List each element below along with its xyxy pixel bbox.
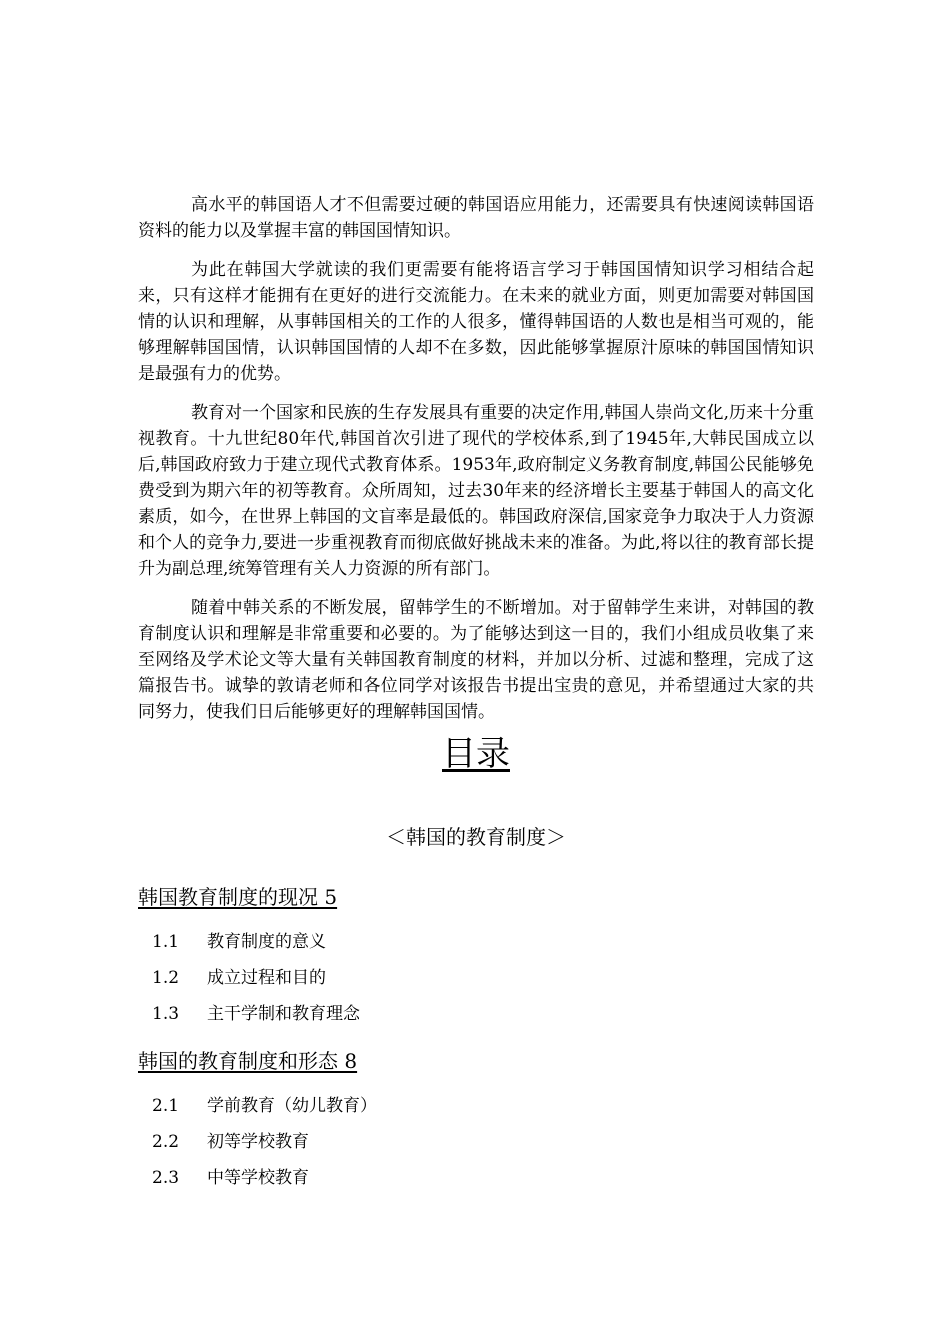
toc-item-label: 成立过程和目的 xyxy=(207,968,326,988)
toc-section-2-heading[interactable] xyxy=(138,1046,814,1076)
intro-paragraph-1: 高水平的韩国语人才不但需要过硬的韩国语应用能力，还需要具有快速阅读韩国语资料的能力以及掌握丰富的韩国国情知识。 xyxy=(138,195,814,241)
toc-title xyxy=(138,732,814,776)
toc-section-1-heading[interactable] xyxy=(138,882,814,912)
toc-item-number: 2.2 xyxy=(152,1132,180,1152)
toc-item-2-3[interactable] xyxy=(138,1166,814,1190)
toc-subtitle: ＜韩国的教育制度＞ xyxy=(386,825,566,849)
toc-item-number: 1.3 xyxy=(152,1004,180,1024)
toc-item-label: 主干学制和教育理念 xyxy=(207,1004,360,1024)
document-page xyxy=(138,192,814,1202)
toc-item-1-2[interactable] xyxy=(138,966,814,990)
toc-item-2-1[interactable] xyxy=(138,1094,814,1118)
toc-item-label: 教育制度的意义 xyxy=(207,932,326,952)
toc-item-label: 中等学校教育 xyxy=(207,1168,309,1188)
toc-item-1-1[interactable] xyxy=(138,930,814,954)
toc-section-2-heading-text[interactable]: 韩国的教育制度和形态 8 xyxy=(138,1049,358,1073)
toc-item-2-2[interactable] xyxy=(138,1130,814,1154)
intro-paragraph-4: 随着中韩关系的不断发展，留韩学生的不断增加。对于留韩学生来讲，对韩国的教育制度认识和理解是非常重要和必要的。为了能够达到这一目的，我们小组成员收集了来至网络及学术论文等大量有关韩国教育制度的材料，并加以分析、过滤和整理，完成了这篇报告书。诚挚的敦请老师和各位同学对该报告书提出宝贵的意见，并希望通过大家的共同努力，使我们日后能够更好的理解韩国国情。 xyxy=(138,598,814,722)
toc-item-number: 1.2 xyxy=(152,968,180,988)
toc-title-text: 目录 xyxy=(442,734,510,774)
toc-section-1-heading-text[interactable]: 韩国教育制度的现况 5 xyxy=(138,885,338,909)
toc-item-label: 学前教育（幼儿教育） xyxy=(207,1096,377,1116)
toc-section-1-list xyxy=(138,930,814,1026)
toc-item-1-3[interactable] xyxy=(138,1002,814,1026)
toc-item-number: 1.1 xyxy=(152,932,180,952)
toc-item-number: 2.3 xyxy=(152,1168,180,1188)
toc-item-label: 初等学校教育 xyxy=(207,1132,309,1152)
intro-paragraph-3: 教育对一个国家和民族的生存发展具有重要的决定作用,韩国人崇尚文化,历来十分重视教育。十九世纪80年代,韩国首次引进了现代的学校体系,到了1945年,大韩民国成立以后,韩国政府致力于建立现代式教育体系。1953年,政府制定义务教育制度,韩国公民能够免费受到为期六年的初等教育。众所周知，过去30年来的经济增长主要基于韩国人的高文化素质，如今，在世界上韩国的文盲率是最低的。韩国政府深信,国家竞争力取决于人力资源和个人的竞争力,要进一步重视教育而彻底做好挑战未来的准备。为此,将以往的教育部长提升为副总理,统筹管理有关人力资源的所有部门。 xyxy=(138,403,814,579)
toc-item-number: 2.1 xyxy=(152,1096,180,1116)
intro-paragraph-2: 为此在韩国大学就读的我们更需要有能将语言学习于韩国国情知识学习相结合起来，只有这样才能拥有在更好的进行交流能力。在未来的就业方面，则更加需要对韩国国情的认识和理解，从事韩国相关的工作的人很多，懂得韩国语的人数也是相当可观的，能够理解韩国国情，认识韩国国情的人却不在多数，因此能够掌握原汁原味的韩国国情知识是最强有力的优势。 xyxy=(138,260,814,384)
toc-section-2-list xyxy=(138,1094,814,1190)
